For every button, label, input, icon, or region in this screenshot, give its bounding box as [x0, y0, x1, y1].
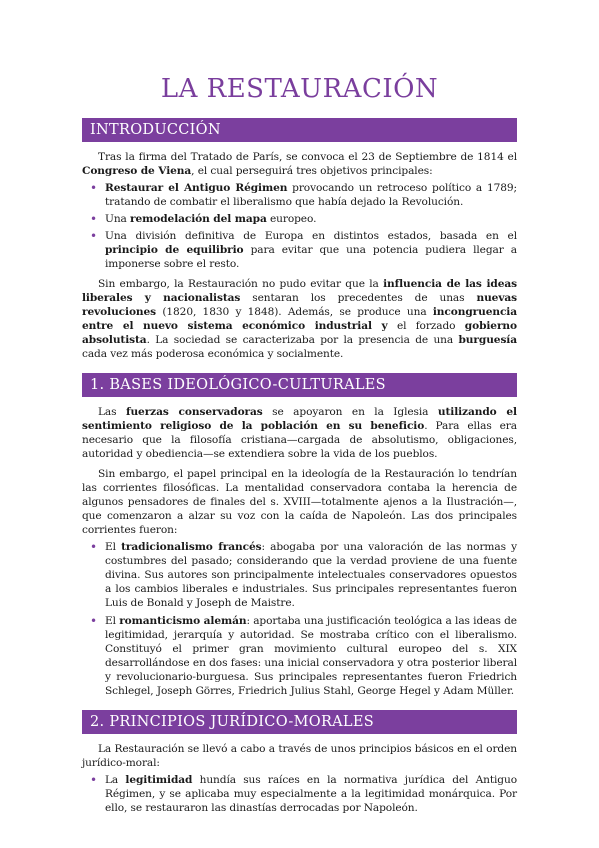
list-item: • El tradicionalismo francés: abogaba por una valoración de las normas y costumbres del pasado; considerando que la verdad proviene de una fuente divina. Sus autores son principalmente intelectuales conservadores opuestos a los cambios liberales e industriales. Sus principales representantes fueron Luis de Bonald y Joseph de Maistre. [82, 540, 517, 610]
intro-objectives-list [82, 181, 517, 271]
bases-paragraph-2: Sin embargo, el papel principal en la ideología de la Restauración lo tendrían las corrientes filosóficas. La mentalidad conservadora contaba la herencia de algunos pensadores de finales del s. XVIII—totalmente ajenos a la Ilustración—, que comenzaron a alzar su voz con la caída de Napoleón. Las dos principales corrientes fueron: [82, 468, 517, 536]
section-heading-bases: 1. BASES IDEOLÓGICO-CULTURALES [82, 373, 517, 397]
list-item: • El romanticismo alemán: aportaba una justificación teológica a las ideas de legitimidad, jerarquía y autoridad. Se mostraba crítico con el liberalismo. Constituyó el primer gran movimiento cultural europeo del s. XIX desarrollándose en dos fases: una inicial conservadora y otra posterior liberal y revolucionario-burguesa. Sus principales representantes fueron Friedrich Schlegel, Joseph Görres, Friedrich Julius Stahl, George Hegel y Adam Müller. [82, 614, 517, 698]
list-item: • Una división definitiva de Europa en distintos estados, basada en el principio de equilibrio para evitar que una potencia pudiera llegar a imponerse sobre el resto. [82, 229, 517, 271]
intro-paragraph-2: Sin embargo, la Restauración no pudo evitar que la influencia de las ideas liberales y nacionalistas sentaran los precedentes de unas nuevas revoluciones (1820, 1830 y 1848). Además, se produce una incongruencia entre el nuevo sistema económico industrial y el forzado gobierno absolutista. La sociedad se caracterizaba por la presencia de una burguesía cada vez más poderosa económica y socialmente. [82, 278, 517, 360]
intro-paragraph-1: Tras la firma del Tratado de París, se convoca el 23 de Septiembre de 1814 el Congreso de Viena, el cual perseguirá tres objetivos principales: [82, 151, 517, 177]
list-item: • La legitimidad hundía sus raíces en la normativa jurídica del Antiguo Régimen, y se aplicaba muy especialmente a la legitimidad monárquica. Por ello, se restauraron las dinastías derrocadas por Napoleón. [82, 773, 517, 815]
principios-list [82, 773, 517, 815]
page-title: LA RESTAURACIÓN [160, 74, 439, 104]
list-item: • Restaurar el Antiguo Régimen provocando un retroceso político a 1789; tratando de combatir el liberalismo que había dejado la Revolución. [82, 181, 517, 209]
section-heading-introduccion: INTRODUCCIÓN [82, 118, 517, 142]
section-heading-principios: 2. PRINCIPIOS JURÍDICO-MORALES [82, 710, 517, 734]
principios-paragraph-1: La Restauración se llevó a cabo a través de unos principios básicos en el orden jurídico-moral: [82, 743, 517, 769]
bases-currents-list [82, 540, 517, 698]
list-item: • Una remodelación del mapa europeo. [82, 212, 517, 226]
bases-paragraph-1: Las fuerzas conservadoras se apoyaron en la Iglesia utilizando el sentimiento religioso de la población en su beneficio. Para ellas era necesario que la filosofía cristiana—cargada de absolutismo, obligaciones, autoridad y obediencia—se extendiera sobre la vida de los pueblos. [82, 406, 517, 460]
